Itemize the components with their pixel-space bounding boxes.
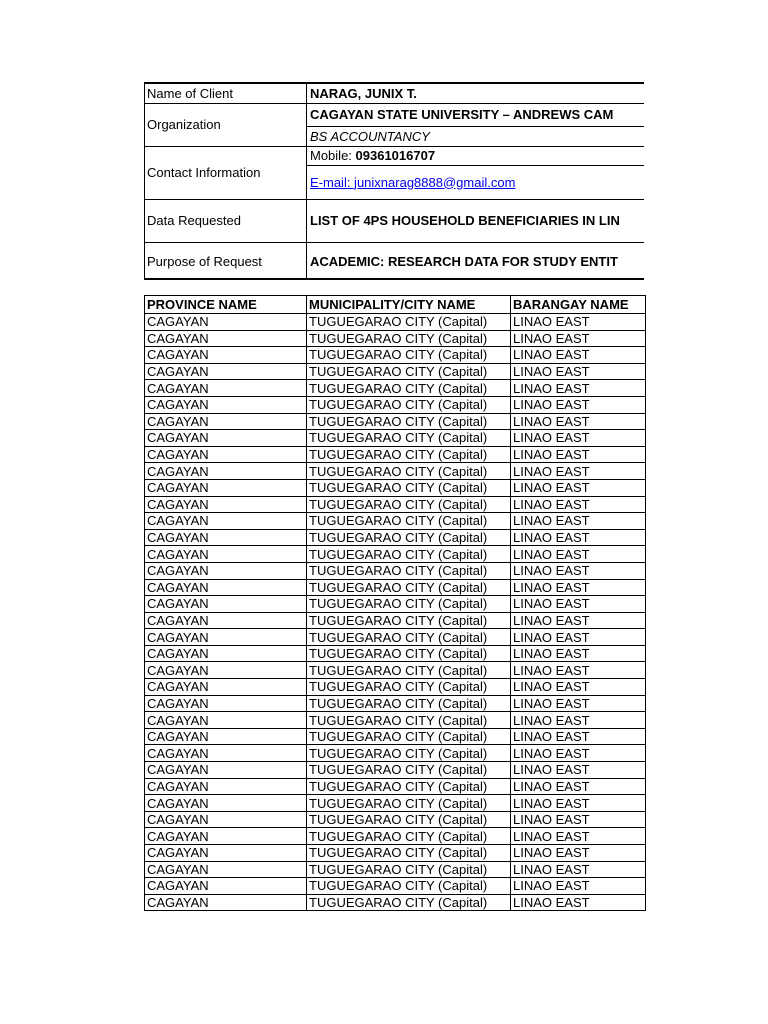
barangay-cell: LINAO EAST (511, 679, 646, 696)
municipality-city-name-header: MUNICIPALITY/CITY NAME (307, 296, 511, 314)
info-label-column (145, 84, 307, 278)
barangay-name-header: BARANGAY NAME (511, 296, 646, 314)
municipality-cell: TUGUEGARAO CITY (Capital) (307, 828, 511, 845)
province-cell: CAGAYAN (145, 728, 307, 745)
barangay-cell: LINAO EAST (511, 728, 646, 745)
barangay-cell: LINAO EAST (511, 430, 646, 447)
barangay-cell: LINAO EAST (511, 596, 646, 613)
province-cell: CAGAYAN (145, 861, 307, 878)
table-row (145, 645, 646, 662)
barangay-cell: LINAO EAST (511, 413, 646, 430)
municipality-cell: TUGUEGARAO CITY (Capital) (307, 579, 511, 596)
table-row (145, 562, 646, 579)
municipality-cell: TUGUEGARAO CITY (Capital) (307, 463, 511, 480)
barangay-cell: LINAO EAST (511, 662, 646, 679)
table-row (145, 679, 646, 696)
municipality-cell: TUGUEGARAO CITY (Capital) (307, 413, 511, 430)
province-cell: CAGAYAN (145, 446, 307, 463)
barangay-cell: LINAO EAST (511, 363, 646, 380)
barangay-cell: LINAO EAST (511, 314, 646, 331)
table-row (145, 314, 646, 331)
table-row (145, 745, 646, 762)
municipality-cell: TUGUEGARAO CITY (Capital) (307, 446, 511, 463)
municipality-cell: TUGUEGARAO CITY (Capital) (307, 513, 511, 530)
municipality-cell: TUGUEGARAO CITY (Capital) (307, 314, 511, 331)
province-cell: CAGAYAN (145, 645, 307, 662)
barangay-cell: LINAO EAST (511, 778, 646, 795)
table-row (145, 811, 646, 828)
contact-information-label: Contact Information (147, 165, 261, 180)
barangay-cell: LINAO EAST (511, 828, 646, 845)
province-cell: CAGAYAN (145, 396, 307, 413)
barangay-cell: LINAO EAST (511, 612, 646, 629)
table-row (145, 662, 646, 679)
barangay-cell: LINAO EAST (511, 479, 646, 496)
client-info-table (144, 82, 644, 280)
municipality-cell: TUGUEGARAO CITY (Capital) (307, 778, 511, 795)
info-value-column (307, 84, 644, 278)
municipality-cell: TUGUEGARAO CITY (Capital) (307, 430, 511, 447)
municipality-cell: TUGUEGARAO CITY (Capital) (307, 396, 511, 413)
client-name-value: NARAG, JUNIX T. (310, 85, 417, 101)
table-row (145, 629, 646, 646)
mobile-prefix: Mobile: (310, 148, 356, 163)
barangay-cell: LINAO EAST (511, 795, 646, 812)
barangay-cell: LINAO EAST (511, 562, 646, 579)
municipality-cell: TUGUEGARAO CITY (Capital) (307, 496, 511, 513)
table-row (145, 878, 646, 895)
mobile-line (307, 147, 644, 165)
barangay-cell: LINAO EAST (511, 762, 646, 779)
barangay-cell: LINAO EAST (511, 529, 646, 546)
table-row (145, 894, 646, 911)
province-cell: CAGAYAN (145, 380, 307, 397)
province-cell: CAGAYAN (145, 513, 307, 530)
municipality-cell: TUGUEGARAO CITY (Capital) (307, 861, 511, 878)
barangay-cell: LINAO EAST (511, 579, 646, 596)
municipality-cell: TUGUEGARAO CITY (Capital) (307, 878, 511, 895)
name-of-client-label: Name of Client (147, 85, 233, 101)
barangay-cell: LINAO EAST (511, 496, 646, 513)
province-cell: CAGAYAN (145, 330, 307, 347)
table-row (145, 612, 646, 629)
table-row (145, 762, 646, 779)
province-cell: CAGAYAN (145, 745, 307, 762)
table-row (145, 463, 646, 480)
municipality-cell: TUGUEGARAO CITY (Capital) (307, 762, 511, 779)
municipality-cell: TUGUEGARAO CITY (Capital) (307, 662, 511, 679)
table-row (145, 363, 646, 380)
table-row (145, 380, 646, 397)
table-row (145, 430, 646, 447)
barangay-cell: LINAO EAST (511, 463, 646, 480)
municipality-cell: TUGUEGARAO CITY (Capital) (307, 629, 511, 646)
table-body (145, 314, 646, 911)
barangay-cell: LINAO EAST (511, 712, 646, 729)
table-row (145, 347, 646, 364)
province-cell: CAGAYAN (145, 629, 307, 646)
barangay-cell: LINAO EAST (511, 845, 646, 862)
barangay-cell: LINAO EAST (511, 446, 646, 463)
data-requested-label: Data Requested (147, 213, 241, 228)
barangay-cell: LINAO EAST (511, 745, 646, 762)
beneficiaries-table (144, 295, 646, 911)
municipality-cell: TUGUEGARAO CITY (Capital) (307, 562, 511, 579)
table-row (145, 861, 646, 878)
table-row (145, 413, 646, 430)
province-cell: CAGAYAN (145, 878, 307, 895)
province-cell: CAGAYAN (145, 662, 307, 679)
municipality-cell: TUGUEGARAO CITY (Capital) (307, 679, 511, 696)
municipality-cell: TUGUEGARAO CITY (Capital) (307, 795, 511, 812)
table-row (145, 446, 646, 463)
province-cell: CAGAYAN (145, 828, 307, 845)
province-cell: CAGAYAN (145, 430, 307, 447)
province-cell: CAGAYAN (145, 612, 307, 629)
organization-value: CAGAYAN STATE UNIVERSITY – ANDREWS CAM (310, 107, 614, 122)
organization-program-value: BS ACCOUNTANCY (310, 128, 430, 144)
province-cell: CAGAYAN (145, 795, 307, 812)
municipality-cell: TUGUEGARAO CITY (Capital) (307, 596, 511, 613)
barangay-cell: LINAO EAST (511, 629, 646, 646)
municipality-cell: TUGUEGARAO CITY (Capital) (307, 529, 511, 546)
barangay-cell: LINAO EAST (511, 878, 646, 895)
province-cell: CAGAYAN (145, 596, 307, 613)
table-row (145, 795, 646, 812)
province-cell: CAGAYAN (145, 762, 307, 779)
barangay-cell: LINAO EAST (511, 695, 646, 712)
municipality-cell: TUGUEGARAO CITY (Capital) (307, 695, 511, 712)
table-row (145, 712, 646, 729)
table-row (145, 529, 646, 546)
table-row (145, 596, 646, 613)
province-cell: CAGAYAN (145, 363, 307, 380)
barangay-cell: LINAO EAST (511, 546, 646, 563)
table-row (145, 546, 646, 563)
barangay-cell: LINAO EAST (511, 861, 646, 878)
table-row (145, 496, 646, 513)
table-header-row (145, 296, 646, 314)
barangay-cell: LINAO EAST (511, 894, 646, 911)
municipality-cell: TUGUEGARAO CITY (Capital) (307, 894, 511, 911)
province-cell: CAGAYAN (145, 314, 307, 331)
municipality-cell: TUGUEGARAO CITY (Capital) (307, 479, 511, 496)
table-row (145, 828, 646, 845)
province-cell: CAGAYAN (145, 679, 307, 696)
table-row (145, 778, 646, 795)
purpose-of-request-label: Purpose of Request (147, 253, 262, 269)
table-row (145, 579, 646, 596)
province-cell: CAGAYAN (145, 712, 307, 729)
barangay-cell: LINAO EAST (511, 513, 646, 530)
table-row (145, 695, 646, 712)
data-requested-value: LIST OF 4PS HOUSEHOLD BENEFICIARIES IN LIN (310, 213, 620, 228)
table-row (145, 396, 646, 413)
table-row (145, 330, 646, 347)
municipality-cell: TUGUEGARAO CITY (Capital) (307, 612, 511, 629)
province-cell: CAGAYAN (145, 811, 307, 828)
email-link[interactable]: E-mail: junixnarag8888@gmail.com (310, 174, 516, 190)
province-cell: CAGAYAN (145, 463, 307, 480)
organization-label: Organization (147, 117, 221, 132)
barangay-cell: LINAO EAST (511, 645, 646, 662)
municipality-cell: TUGUEGARAO CITY (Capital) (307, 330, 511, 347)
table-row (145, 479, 646, 496)
province-cell: CAGAYAN (145, 529, 307, 546)
municipality-cell: TUGUEGARAO CITY (Capital) (307, 546, 511, 563)
email-line (307, 166, 644, 199)
province-cell: CAGAYAN (145, 579, 307, 596)
province-cell: CAGAYAN (145, 778, 307, 795)
province-cell: CAGAYAN (145, 496, 307, 513)
barangay-cell: LINAO EAST (511, 380, 646, 397)
table-row (145, 513, 646, 530)
province-cell: CAGAYAN (145, 695, 307, 712)
province-cell: CAGAYAN (145, 546, 307, 563)
province-cell: CAGAYAN (145, 479, 307, 496)
province-cell: CAGAYAN (145, 413, 307, 430)
barangay-cell: LINAO EAST (511, 396, 646, 413)
table-row (145, 728, 646, 745)
barangay-cell: LINAO EAST (511, 811, 646, 828)
municipality-cell: TUGUEGARAO CITY (Capital) (307, 845, 511, 862)
barangay-cell: LINAO EAST (511, 330, 646, 347)
municipality-cell: TUGUEGARAO CITY (Capital) (307, 811, 511, 828)
mobile-number: 09361016707 (355, 148, 436, 163)
purpose-of-request-value: ACADEMIC: RESEARCH DATA FOR STUDY ENTIT (310, 253, 618, 269)
municipality-cell: TUGUEGARAO CITY (Capital) (307, 380, 511, 397)
municipality-cell: TUGUEGARAO CITY (Capital) (307, 728, 511, 745)
municipality-cell: TUGUEGARAO CITY (Capital) (307, 645, 511, 662)
province-cell: CAGAYAN (145, 894, 307, 911)
municipality-cell: TUGUEGARAO CITY (Capital) (307, 712, 511, 729)
province-cell: CAGAYAN (145, 347, 307, 364)
municipality-cell: TUGUEGARAO CITY (Capital) (307, 347, 511, 364)
province-cell: CAGAYAN (145, 562, 307, 579)
municipality-cell: TUGUEGARAO CITY (Capital) (307, 745, 511, 762)
barangay-cell: LINAO EAST (511, 347, 646, 364)
province-name-header: PROVINCE NAME (145, 296, 307, 314)
table-row (145, 845, 646, 862)
municipality-cell: TUGUEGARAO CITY (Capital) (307, 363, 511, 380)
province-cell: CAGAYAN (145, 845, 307, 862)
